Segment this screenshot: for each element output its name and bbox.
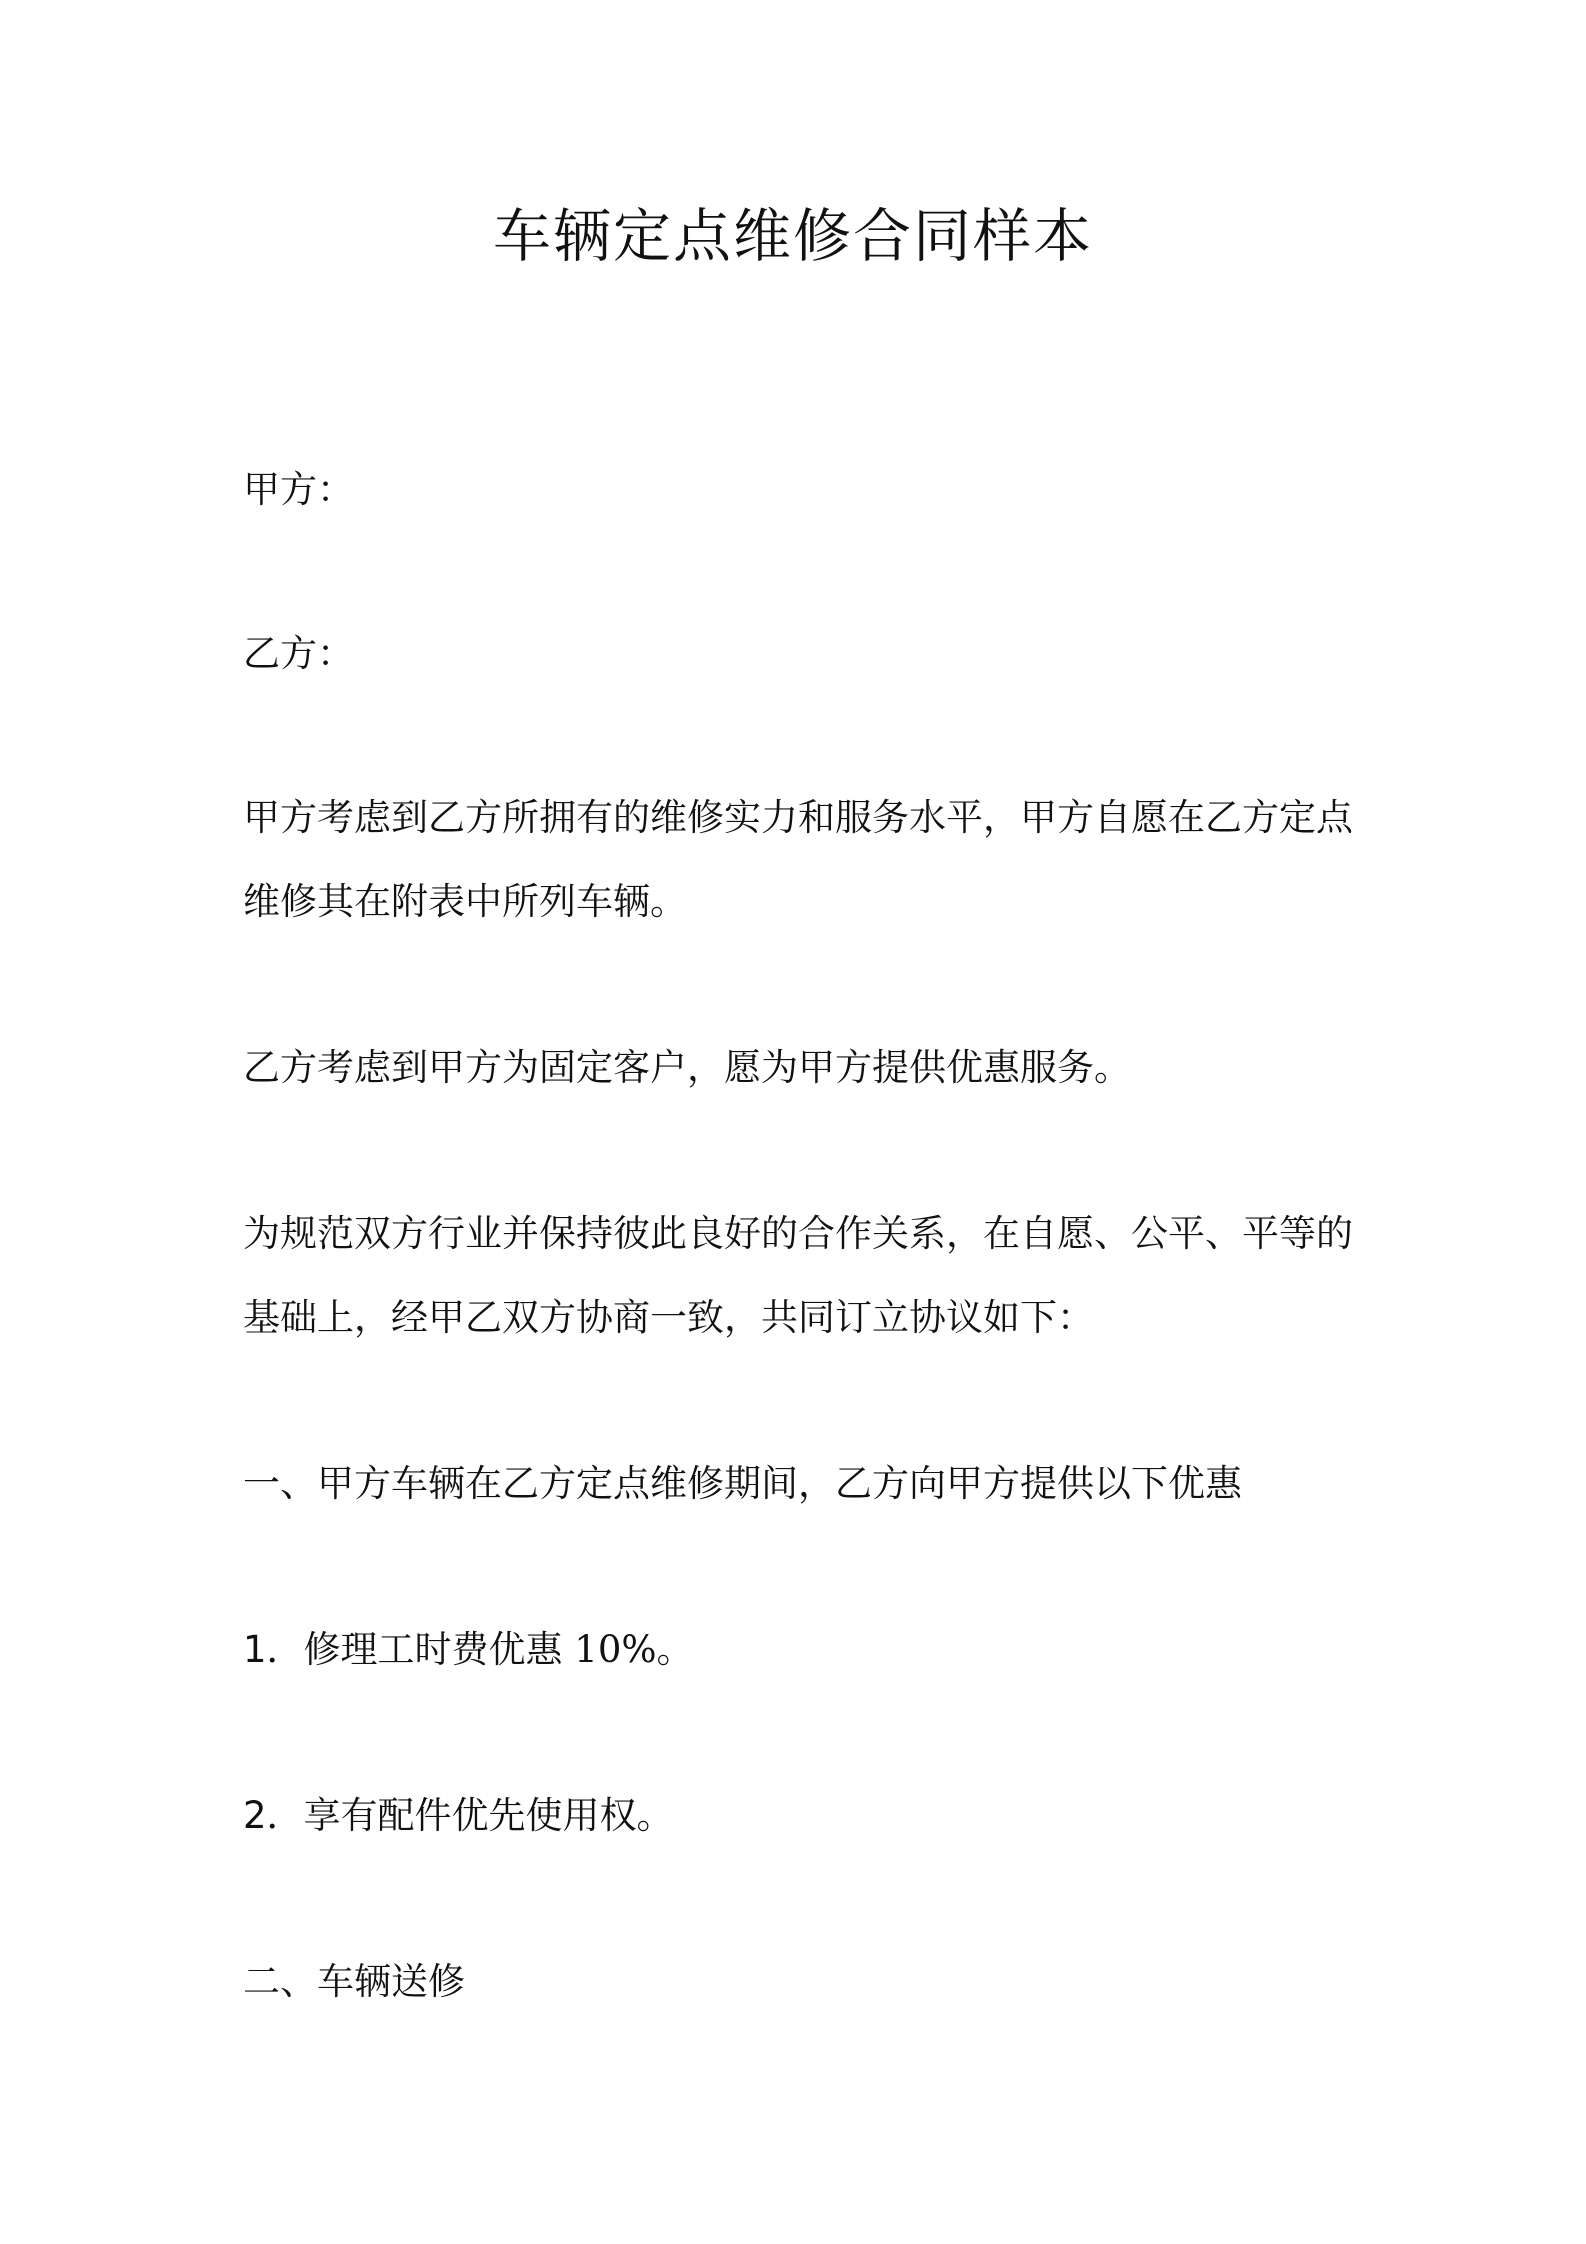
- paragraph-1-line-2: 维修其在附表中所列车辆。: [243, 880, 687, 923]
- party-a-line: 甲方：: [243, 468, 354, 511]
- paragraph-3-line-1: 为规范双方行业并保持彼此良好的合作关系，在自愿、公平、平等的: [243, 1212, 1353, 1255]
- section-2-heading: 二、车辆送修: [243, 1960, 465, 2003]
- list-item-2-number: 2．: [243, 1794, 304, 1837]
- list-item-1: [243, 1608, 1363, 1692]
- paragraph-1-line-1: 甲方考虑到乙方所拥有的维修实力和服务水平，甲方自愿在乙方定点: [243, 796, 1353, 839]
- list-item-1-number: 1．: [243, 1628, 304, 1671]
- list-item-2-text: 享有配件优先使用权。: [303, 1794, 674, 1837]
- paragraph-3-line-2: 基础上，经甲乙双方协商一致，共同订立协议如下：: [243, 1296, 1094, 1339]
- list-item-1-text: 修理工时费优惠 10%。: [303, 1628, 694, 1671]
- paragraph-2: 乙方考虑到甲方为固定客户，愿为甲方提供优惠服务。: [243, 1046, 1131, 1089]
- section-1-heading: 一、甲方车辆在乙方定点维修期间，乙方向甲方提供以下优惠: [243, 1462, 1242, 1505]
- document-title: 车辆定点维修合同样本: [492, 202, 1093, 270]
- list-item-2: [243, 1774, 1363, 1858]
- party-b-line: 乙方：: [243, 632, 354, 675]
